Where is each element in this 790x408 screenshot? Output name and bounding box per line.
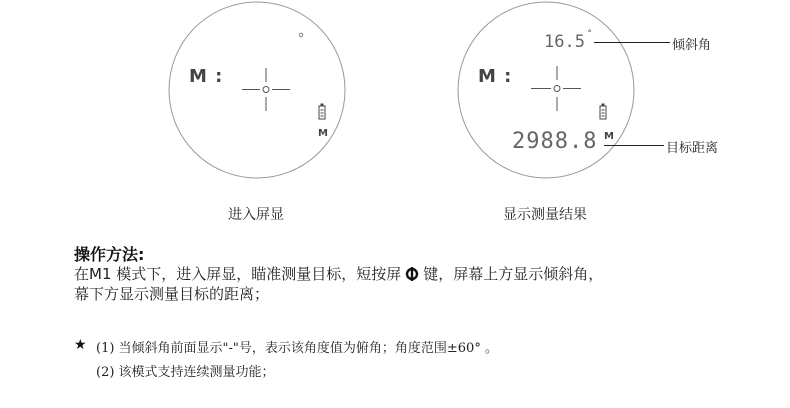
unit-indicator: M <box>318 128 328 139</box>
instruction-text-a: 在M1 模式下，进入屏显，瞄准测量目标，短按屏 <box>74 265 402 283</box>
display-button-icon <box>405 266 419 287</box>
caption-enter-display: 进入屏显 <box>228 207 284 223</box>
instruction-text-b: 键，屏幕上方显示倾斜角， <box>423 265 604 283</box>
viewfinder-enter-display <box>167 0 347 180</box>
battery-icon <box>319 104 325 119</box>
distance-readout: 2988.8 <box>512 129 598 154</box>
section-title: 操作方法: <box>74 245 145 264</box>
unit-indicator: M <box>604 131 614 142</box>
label-tilt-angle: 倾斜角 <box>672 38 712 53</box>
star-icon: ★ <box>74 337 87 353</box>
note-1: (1) 当倾斜角前面显示"-"号，表示该角度值为俯角；角度范围±60° 。 <box>96 341 498 356</box>
instruction-line-2: 幕下方显示测量目标的距离； <box>74 285 270 303</box>
viewfinder-measurement-result <box>456 0 636 180</box>
crosshair-icon <box>242 68 290 111</box>
crosshair-icon <box>531 66 581 111</box>
degree-symbol-icon: ° <box>587 29 593 39</box>
mode-indicator: M : <box>478 66 513 87</box>
degree-dot-icon <box>299 33 303 37</box>
instruction-line-1 <box>74 265 774 287</box>
viewfinder-circle <box>167 0 347 180</box>
mode-indicator: M : <box>189 66 224 87</box>
caption-measurement-result: 显示测量结果 <box>503 207 587 223</box>
label-target-distance: 目标距离 <box>666 141 719 156</box>
battery-icon <box>600 104 606 119</box>
tilt-angle-readout: 16.5 <box>544 32 585 52</box>
note-2: (2) 该模式支持连续测量功能； <box>96 365 275 380</box>
